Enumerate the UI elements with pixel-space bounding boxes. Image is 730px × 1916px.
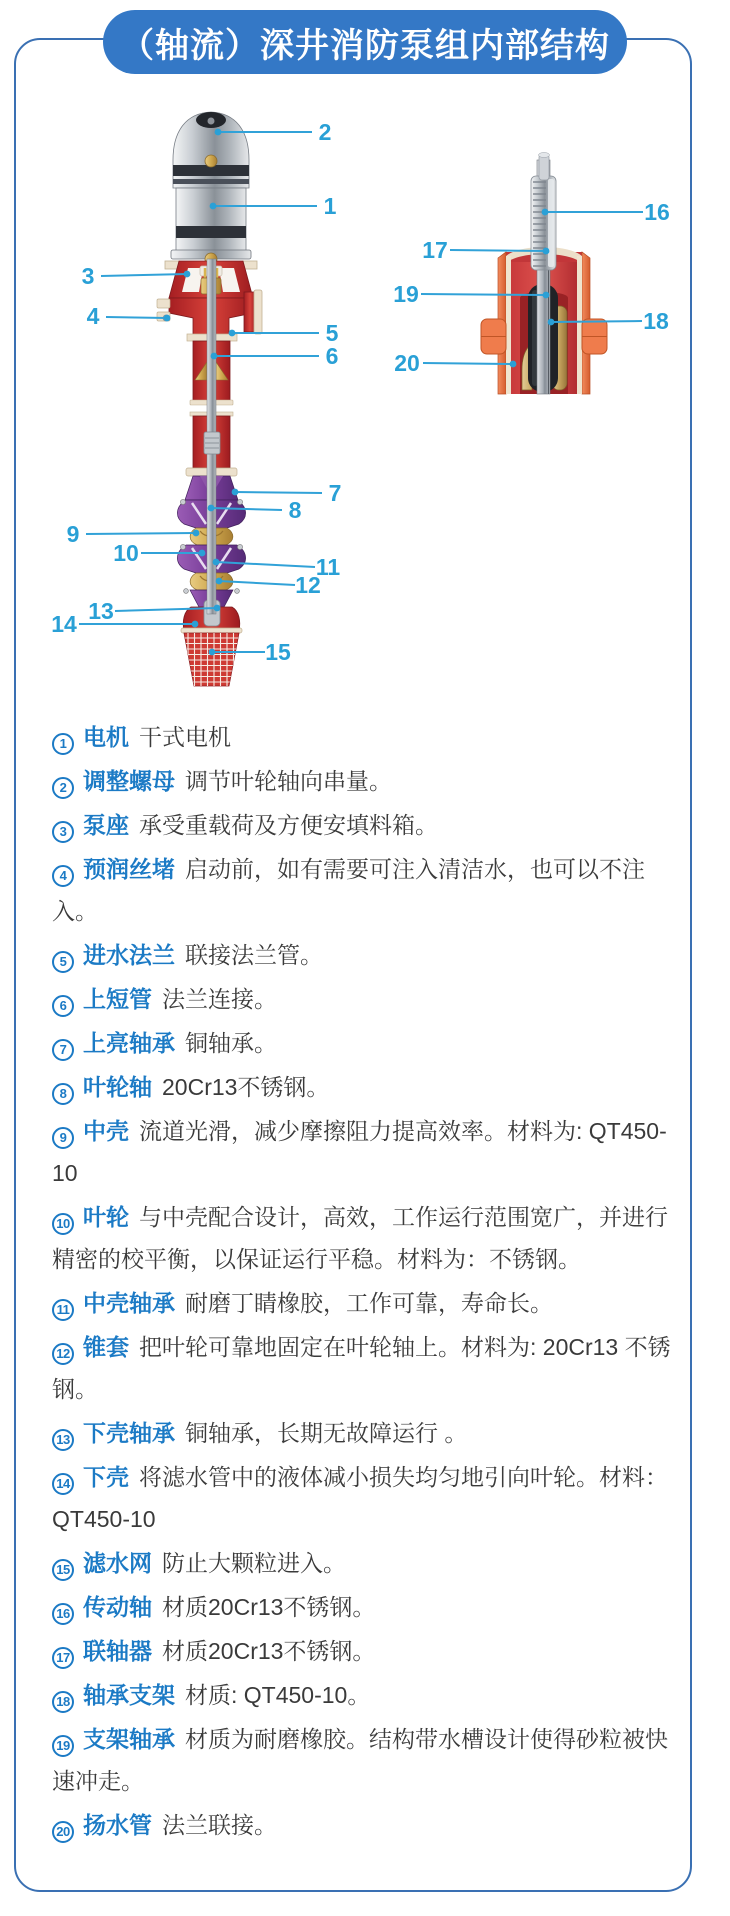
legend-item: [52, 1412, 686, 1454]
legend-item: [52, 760, 686, 802]
pump-diagram: [0, 90, 730, 710]
callout-label-14: 14: [51, 611, 77, 637]
item-desc: 材质为耐磨橡胶。结构带水槽设计使得砂粒被快速冲走。: [52, 1726, 668, 1794]
item-desc: 联接法兰管。: [185, 942, 323, 968]
legend-item: [52, 1110, 686, 1194]
legend-item: [52, 716, 686, 758]
item-desc: 防止大颗粒进入。: [162, 1550, 346, 1576]
item-name: 进水法兰: [83, 942, 175, 968]
item-name: 上短管: [83, 986, 152, 1012]
item-name: 预润丝堵: [83, 856, 175, 882]
legend-item: [52, 1674, 686, 1716]
legend-item: [52, 1542, 686, 1584]
item-number-badge: 20: [52, 1821, 74, 1843]
legend-item: [52, 978, 686, 1020]
item-number-badge: 8: [52, 1083, 74, 1105]
callout-label-13: 13: [88, 598, 114, 624]
title-banner: [103, 10, 627, 74]
legend-item: [52, 848, 686, 932]
item-name: 调整螺母: [83, 768, 175, 794]
item-name: 下壳轴承: [83, 1420, 175, 1446]
item-desc: 材质20Cr13不锈钢。: [162, 1594, 376, 1620]
item-name: 叶轮: [83, 1204, 129, 1230]
item-name: 中壳轴承: [83, 1290, 175, 1316]
legend-item: [52, 1586, 686, 1628]
detail-view: [481, 153, 607, 395]
legend-item: [52, 1022, 686, 1064]
item-number-badge: 9: [52, 1127, 74, 1149]
item-name: 上亮轴承: [83, 1030, 175, 1056]
motor-assembly: [171, 112, 251, 265]
item-number-badge: 17: [52, 1647, 74, 1669]
callout-label-7: 7: [328, 480, 342, 506]
item-name: 联轴器: [83, 1638, 152, 1664]
strainer: [180, 628, 243, 690]
page-title: （轴流）深井消防泵组内部结构: [120, 26, 610, 65]
legend-item: [52, 804, 686, 846]
callout-label-15: 15: [265, 639, 291, 665]
legend-item: [52, 1196, 686, 1280]
callout-label-11: 11: [315, 554, 341, 580]
legend-item: [52, 1630, 686, 1672]
item-desc: 20Cr13不锈钢。: [162, 1074, 330, 1100]
item-name: 支架轴承: [83, 1726, 175, 1752]
item-number-badge: 12: [52, 1343, 74, 1365]
item-name: 下壳: [83, 1464, 129, 1490]
item-desc: 材质20Cr13不锈钢。: [162, 1638, 376, 1664]
discharge-flange: [254, 290, 262, 334]
legend-item: [52, 934, 686, 976]
item-name: 叶轮轴: [83, 1074, 152, 1100]
item-desc: 法兰连接。: [162, 986, 277, 1012]
item-number-badge: 1: [52, 733, 74, 755]
callout-label-6: 6: [325, 343, 339, 369]
item-desc: 铜轴承。: [185, 1030, 277, 1056]
item-desc: 材质: QT450-10。: [185, 1682, 371, 1708]
item-desc: 与中壳配合设计，高效，工作运行范围宽广，并进行精密的校平衡，以保证运行平稳。材料为：不锈钢。: [52, 1204, 668, 1272]
callout-label-1: 1: [323, 193, 337, 219]
item-name: 传动轴: [83, 1594, 152, 1620]
item-number-badge: 7: [52, 1039, 74, 1061]
item-desc: 将滤水管中的液体减小损失均匀地引向叶轮。材料：QT450-10: [52, 1464, 668, 1532]
item-name: 泵座: [83, 812, 129, 838]
item-name: 中壳: [83, 1118, 129, 1144]
item-name: 轴承支架: [83, 1682, 175, 1708]
callout-label-12: 12: [295, 572, 321, 598]
item-name: 扬水管: [83, 1812, 152, 1838]
item-desc: 法兰联接。: [162, 1812, 277, 1838]
item-number-badge: 16: [52, 1603, 74, 1625]
legend-item: [52, 1066, 686, 1108]
item-desc: 干式电机: [139, 724, 231, 750]
item-desc: 铜轴承，长期无故障运行 。: [185, 1420, 468, 1446]
item-number-badge: 18: [52, 1691, 74, 1713]
shaft-tip: [539, 154, 549, 180]
item-number-badge: 13: [52, 1429, 74, 1451]
item-name: 锥套: [83, 1334, 129, 1360]
item-number-badge: 11: [52, 1299, 74, 1321]
item-desc: 承受重载荷及方便安填料箱。: [139, 812, 438, 838]
callout-label-18: 18: [643, 308, 669, 334]
callout-label-3: 3: [81, 263, 95, 289]
item-number-badge: 5: [52, 951, 74, 973]
item-desc: 把叶轮可靠地固定在叶轮轴上。材料为: 20Cr13 不锈钢。: [52, 1334, 671, 1402]
legend-item: [52, 1282, 686, 1324]
legend-list: [52, 716, 686, 1848]
callout-label-10: 10: [113, 540, 139, 566]
callout-label-20: 20: [394, 350, 420, 376]
item-number-badge: 4: [52, 865, 74, 887]
legend-item: [52, 1456, 686, 1540]
callout-label-17: 17: [422, 237, 448, 263]
item-number-badge: 14: [52, 1473, 74, 1495]
callout-label-2: 2: [318, 119, 332, 145]
item-name: 电机: [83, 724, 129, 750]
item-number-badge: 19: [52, 1735, 74, 1757]
item-desc: 耐磨丁睛橡胶，工作可靠，寿命长。: [185, 1290, 553, 1316]
legend-item: [52, 1804, 686, 1846]
legend-item: [52, 1718, 686, 1802]
callout-label-4: 4: [86, 303, 100, 329]
callout-label-8: 8: [288, 497, 302, 523]
item-desc: 调节叶轮轴向串量。: [185, 768, 392, 794]
callout-label-9: 9: [66, 521, 80, 547]
item-desc: 启动前，如有需要可注入清洁水，也可以不注入。: [52, 856, 645, 924]
callout-label-16: 16: [644, 199, 670, 225]
item-desc: 流道光滑，减少摩擦阻力提高效率。材料为: QT450-10: [52, 1118, 667, 1186]
legend-item: [52, 1326, 686, 1410]
callout-label-5: 5: [325, 320, 339, 346]
item-number-badge: 15: [52, 1559, 74, 1581]
item-number-badge: 2: [52, 777, 74, 799]
item-number-badge: 10: [52, 1213, 74, 1235]
item-number-badge: 6: [52, 995, 74, 1017]
callout-label-19: 19: [393, 281, 419, 307]
item-number-badge: 3: [52, 821, 74, 843]
item-name: 滤水网: [83, 1550, 152, 1576]
